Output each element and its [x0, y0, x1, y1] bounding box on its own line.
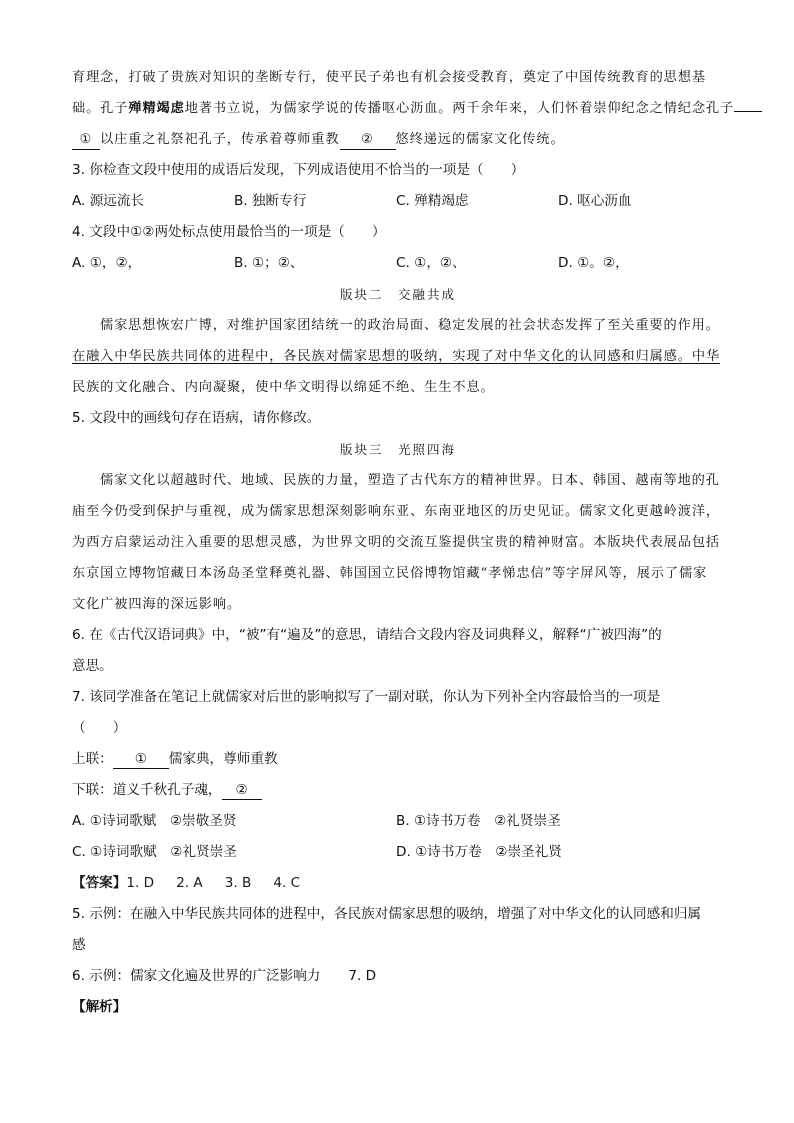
passage-line: [72, 372, 724, 403]
option-b[interactable]: B. 独断专行: [234, 193, 307, 209]
passage-text: 为西方启蒙运动注入重要的思想灵感，为世界文明的交流互鉴提供宝贵的精神财富。本版块代表展品包括: [72, 535, 721, 550]
option-a[interactable]: A. 源远流长: [72, 193, 145, 209]
fill-blank: [734, 93, 762, 112]
question-6: [72, 651, 724, 682]
question-7: [72, 713, 724, 744]
answer-text: 7. D: [348, 968, 377, 984]
option-c[interactable]: C. ①诗词歌赋 ②礼贤崇圣: [72, 844, 237, 860]
question-stem: 7. 该同学准备在笔记上就儒家对后世的影响拟写了一副对联，你认为下列补全内容最恰当的一项是: [72, 689, 661, 705]
passage-line: [72, 310, 724, 341]
answer-line: [72, 868, 724, 899]
option-d[interactable]: D. 呕心沥血: [558, 193, 632, 209]
passage-text: 地著书立说，为儒家学说的传播呕心沥血。两千余年来，人们怀着崇仰纪念之情纪念孔子: [184, 101, 735, 116]
couplet-text: 儒家典，尊师重教: [168, 751, 278, 767]
passage-text: 悠终递远的儒家文化传统。: [395, 132, 565, 147]
question-7: [72, 682, 724, 713]
answer-tag: 【答案】: [72, 875, 127, 891]
answer-text: 6. 示例：儒家文化遍及世界的广泛影响力: [72, 968, 321, 984]
passage-text: 东京国立博物馆藏日本汤岛圣堂释奠礼器、韩国国立民俗博物馆藏“孝悌忠信”等字屏风等，展示了儒家: [72, 566, 708, 581]
question-6: [72, 620, 724, 651]
passage-line: [72, 62, 724, 93]
answer-text: 感: [72, 937, 86, 953]
option-c[interactable]: C. ①，②、: [396, 255, 466, 271]
analysis-tag: 【解析】: [72, 999, 127, 1015]
passage-line: [72, 93, 735, 124]
option-b[interactable]: B. ①诗书万卷 ②礼贤崇圣: [396, 813, 561, 829]
analysis-line: [72, 992, 724, 1023]
answer-item: 3. B: [224, 875, 252, 891]
answer-6-7: [72, 961, 724, 992]
underlined-sentence: 在融入中华民族共同体的进程中，各民族对儒家思想的吸纳，实现了对中华文化的认同感和归属感。: [72, 349, 692, 364]
question-stem: 4. 文段中①②两处标点使用最恰当的一项是（ ）: [72, 224, 386, 240]
couplet-upper: [72, 744, 724, 775]
couplet-label: 上联：: [72, 751, 113, 767]
passage-text: 庙至今仍受到保护与重视，成为儒家思想深刻影响东亚、东南亚地区的历史见证。儒家文化更越岭渡洋，: [72, 504, 721, 519]
answer-item: 1. D: [126, 875, 155, 891]
passage-text: 民族的文化融合、内向凝聚，使中华文明得以绵延不绝、生生不息。: [72, 380, 495, 395]
couplet-lower: [72, 775, 724, 806]
question-3: [72, 155, 724, 186]
section-heading: 版块三 光照四海: [339, 442, 456, 457]
option-c[interactable]: C. 殚精竭虑: [396, 193, 469, 209]
couplet-text: 下联：道义千秋孔子魂，: [72, 782, 222, 798]
fill-blank-2: ②: [340, 131, 396, 150]
answer-text: 5. 示例：在融入中华民族共同体的进程中，各民族对儒家思想的吸纳，增强了对中华文化的认同感和归属: [72, 906, 702, 922]
passage-text: 中华: [691, 349, 721, 364]
passage-text: 儒家思想恢宏广博，对维护国家团结统一的政治局面、稳定发展的社会状态发挥了至关重要的作用。: [100, 318, 720, 333]
answer-item: 4. C: [273, 875, 301, 891]
answer-bracket: （ ）: [72, 720, 127, 736]
question-4: [72, 217, 724, 248]
section-title: [72, 434, 724, 465]
answer-5: [72, 899, 724, 930]
option-a[interactable]: A. ①，②，: [72, 255, 142, 271]
question-stem: 5. 文段中的画线句存在语病，请你修改。: [72, 410, 321, 426]
exam-page: [72, 62, 735, 1023]
option-d[interactable]: D. ①。②，: [558, 255, 629, 271]
passage-text: 础。孔子: [72, 101, 129, 116]
question-4-options: [72, 248, 724, 279]
section-heading: 版块二 交融共成: [339, 287, 456, 302]
passage-line: [72, 124, 724, 155]
option-d[interactable]: D. ①诗书万卷 ②崇圣礼贤: [396, 844, 562, 860]
fill-blank-1: ①: [113, 750, 169, 769]
idiom-bold: 殚精竭虑: [128, 101, 185, 116]
fill-blank-1: ①: [72, 131, 100, 150]
question-7-options: [72, 806, 724, 837]
option-b[interactable]: B. ①；②、: [234, 255, 304, 271]
passage-line: [72, 589, 724, 620]
section-title: [72, 279, 724, 310]
passage-line: [72, 496, 724, 527]
passage-line: [72, 527, 724, 558]
passage-text: 以庄重之礼祭祀孔子，传承着尊师重教: [100, 132, 340, 147]
fill-blank-2: ②: [222, 781, 262, 800]
question-5: [72, 403, 724, 434]
question-stem: 意思。: [72, 658, 113, 674]
answer-item: 2. A: [176, 875, 203, 891]
question-stem: 6. 在《古代汉语词典》中，“被”有“遍及”的意思，请结合文段内容及词典释义，解释“广被四海”的: [72, 627, 662, 643]
passage-line: [72, 465, 724, 496]
question-3-options: [72, 186, 724, 217]
passage-line: [72, 341, 724, 372]
answer-5: [72, 930, 724, 961]
passage-text: 育理念，打破了贵族对知识的垄断专行，使平民子弟也有机会接受教育，奠定了中国传统教育的思想基: [72, 70, 706, 85]
question-stem: 3. 你检查文段中使用的成语后发现，下列成语使用不恰当的一项是（ ）: [72, 162, 525, 178]
option-a[interactable]: A. ①诗词歌赋 ②崇敬圣贤: [72, 813, 237, 829]
passage-text: 儒家文化以超越时代、地域、民族的力量，塑造了古代东方的精神世界。日本、韩国、越南等地的孔: [100, 473, 720, 488]
passage-line: [72, 558, 724, 589]
passage-text: 文化广被四海的深远影响。: [72, 597, 242, 612]
question-7-options: [72, 837, 724, 868]
